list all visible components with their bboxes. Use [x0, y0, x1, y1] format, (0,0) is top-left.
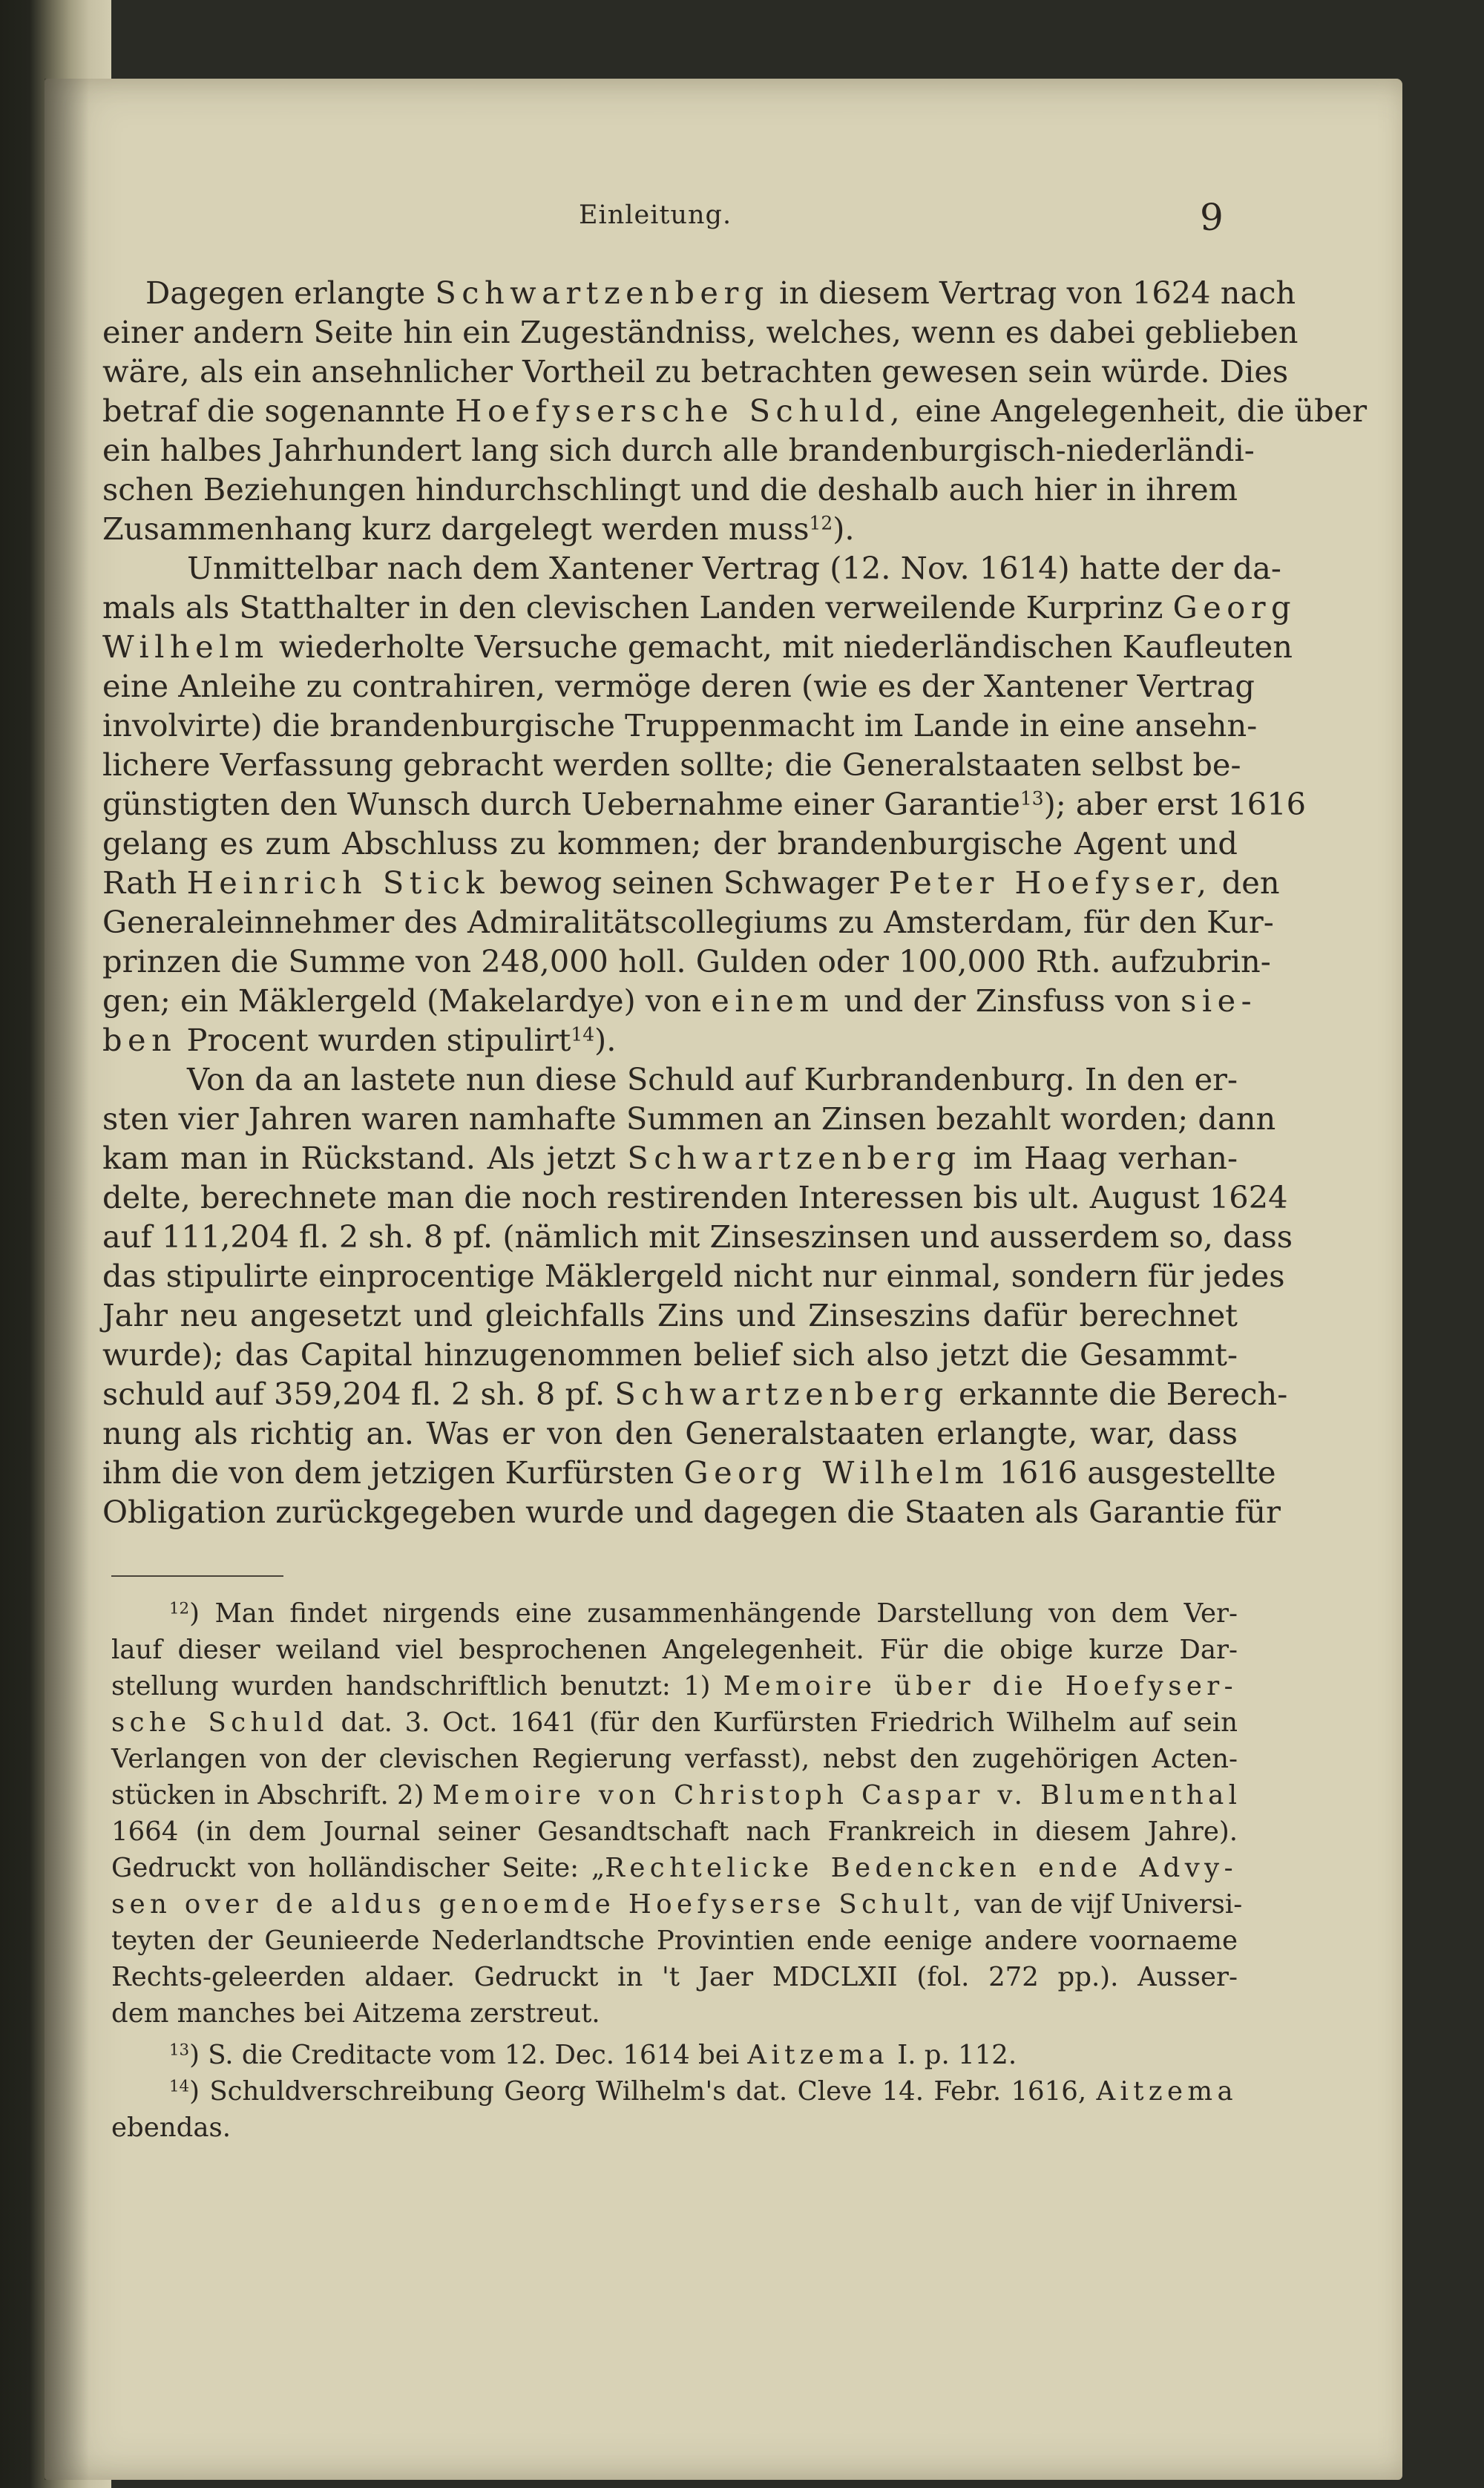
text-line: gen; ein Mäklergeld (Makelardye) von einem und der Zinsfuss von sie- — [102, 982, 1258, 1019]
footnote-line: 1664 (in dem Journal seiner Gesandtschaft nach Frankreich in diesem Jahre). — [111, 1816, 1238, 1847]
text-line: sten vier Jahren waren namhafte Summen an Zinsen bezahlt worden; dann — [102, 1100, 1276, 1137]
text-line: ihm die von dem jetzigen Kurfürsten Georg Wilhelm 1616 ausgestellte — [102, 1454, 1276, 1491]
text-line: mals als Statthalter in den clevischen Landen verweilende Kurprinz Georg — [102, 589, 1297, 626]
text-line: delte, berechnete man die noch restirenden Interessen bis ult. August 1624 — [102, 1179, 1288, 1215]
text-line: Obligation zurückgegeben wurde und dagegen die Staaten als Garantie für — [102, 1494, 1281, 1530]
text-line: nung als richtig an. Was er von den Generalstaaten erlangte, war, dass — [102, 1415, 1238, 1451]
text-line: wäre, als ein ansehnlicher Vortheil zu betrachten gewesen sein würde. Dies — [102, 353, 1289, 390]
footnote-line: sen over de aldus genoemde Hoefyserse Schult, van de vijf Universi- — [111, 1889, 1243, 1920]
footnote-rule — [111, 1575, 283, 1577]
text-line: einer andern Seite hin ein Zugeständniss, welches, wenn es dabei geblieben — [102, 314, 1298, 350]
text-line: kam man in Rückstand. Als jetzt Schwartzenberg im Haag verhan- — [102, 1140, 1238, 1176]
footnote-line: Verlangen von der clevischen Regierung verfasst), nebst den zugehörigen Acten- — [111, 1744, 1238, 1774]
text-line: gelang es zum Abschluss zu kommen; der brandenburgische Agent und — [102, 825, 1238, 861]
footnote-line: teyten der Geunieerde Nederlandtsche Provintien ende eenige andere voornaeme — [111, 1926, 1238, 1956]
text-line: Wilhelm wiederholte Versuche gemacht, mit niederländischen Kaufleuten — [102, 628, 1293, 665]
text-line: schuld auf 359,204 fl. 2 sh. 8 pf. Schwartzenberg erkannte die Berech- — [102, 1376, 1288, 1412]
text-line: prinzen die Summe von 248,000 holl. Gulden oder 100,000 Rth. aufzubrin- — [102, 943, 1271, 979]
text-line: Generaleinnehmer des Admiralitätscollegiums zu Amsterdam, für den Kur- — [102, 904, 1274, 940]
footnote-line: $^{14}$) Schuldverschreibung Georg Wilhelm's dat. Cleve 14. Febr. 1616, Aitzema — [169, 2076, 1238, 2107]
text-line: lichere Verfassung gebracht werden sollte; die Generalstaaten selbst be- — [102, 746, 1241, 783]
footnote-line: Gedruckt von holländischer Seite: „Rechtelicke Bedencken ende Advy- — [111, 1853, 1238, 1883]
text-line: Von da an lastete nun diese Schuld auf Kurbrandenburg. In den er- — [187, 1061, 1238, 1097]
text-line: günstigten den Wunsch durch Uebernahme einer Garantie$^{13}$); aber erst 1616 — [102, 786, 1307, 822]
text-line: eine Anleihe zu contrahiren, vermöge deren (wie es der Xantener Vertrag — [102, 668, 1255, 704]
text-line: ben Procent wurden stipulirt$^{14}$). — [102, 1022, 617, 1058]
footnote-line: ebendas. — [111, 2113, 231, 2143]
running-head: Einleitung. — [579, 200, 732, 230]
footnote-line: $^{12}$) Man findet nirgends eine zusammenhängende Darstellung von dem Ver- — [169, 1598, 1238, 1629]
footnote-line: Rechts-geleerden aldaer. Gedruckt in 't Jaer MDCLXII (fol. 272 pp.). Ausser- — [111, 1962, 1238, 1992]
footnote-line: $^{13}$) S. die Creditacte vom 12. Dec. 1614 bei Aitzema I. p. 112. — [169, 2040, 1017, 2070]
footnote-line: stellung wurden handschriftlich benutzt: 1) Memoire über die Hoefyser- — [111, 1671, 1238, 1701]
footnote-line: stücken in Abschrift. 2) Memoire von Christoph Caspar v. Blumenthal — [111, 1780, 1242, 1811]
text-line: wurde); das Capital hinzugenommen belief sich also jetzt die Gesammt- — [102, 1336, 1238, 1373]
text-line: Unmittelbar nach dem Xantener Vertrag (12. Nov. 1614) hatte der da- — [187, 550, 1281, 586]
text-line: Jahr neu angesetzt und gleichfalls Zins und Zinseszins dafür berechnet — [102, 1297, 1238, 1333]
spine-shadow — [45, 79, 89, 2480]
text-line: das stipulirte einprocentige Mäklergeld nicht nur einmal, sondern für jedes — [102, 1258, 1285, 1294]
text-line: auf 111,204 fl. 2 sh. 8 pf. (nämlich mit Zinseszinsen und ausserdem so, dass — [102, 1218, 1293, 1255]
text-line: Zusammenhang kurz dargelegt werden muss$^{12}$). — [102, 511, 855, 547]
text-line: Dagegen erlangte Schwartzenberg in diesem Vertrag von 1624 nach — [145, 275, 1296, 311]
footnote-line: dem manches bei Aitzema zerstreut. — [111, 1998, 600, 2029]
footnote-line: sche Schuld dat. 3. Oct. 1641 (für den Kurfürsten Friedrich Wilhelm auf sein — [111, 1707, 1238, 1738]
text-line: schen Beziehungen hindurchschlingt und die deshalb auch hier in ihrem — [102, 471, 1238, 508]
text-line: Rath Heinrich Stick bewog seinen Schwager Peter Hoefyser, den — [102, 864, 1280, 901]
footnote-line: lauf dieser weiland viel besprochenen Angelegenheit. Für die obige kurze Dar- — [111, 1635, 1238, 1665]
text-line: involvirte) die brandenburgische Truppenmacht im Lande in eine ansehn- — [102, 707, 1258, 744]
text-line: betraf die sogenannte Hoefysersche Schuld, eine Angelegenheit, die über — [102, 393, 1368, 429]
text-line: ein halbes Jahrhundert lang sich durch alle brandenburgisch-niederländi- — [102, 432, 1255, 468]
page-number: 9 — [1200, 196, 1224, 239]
